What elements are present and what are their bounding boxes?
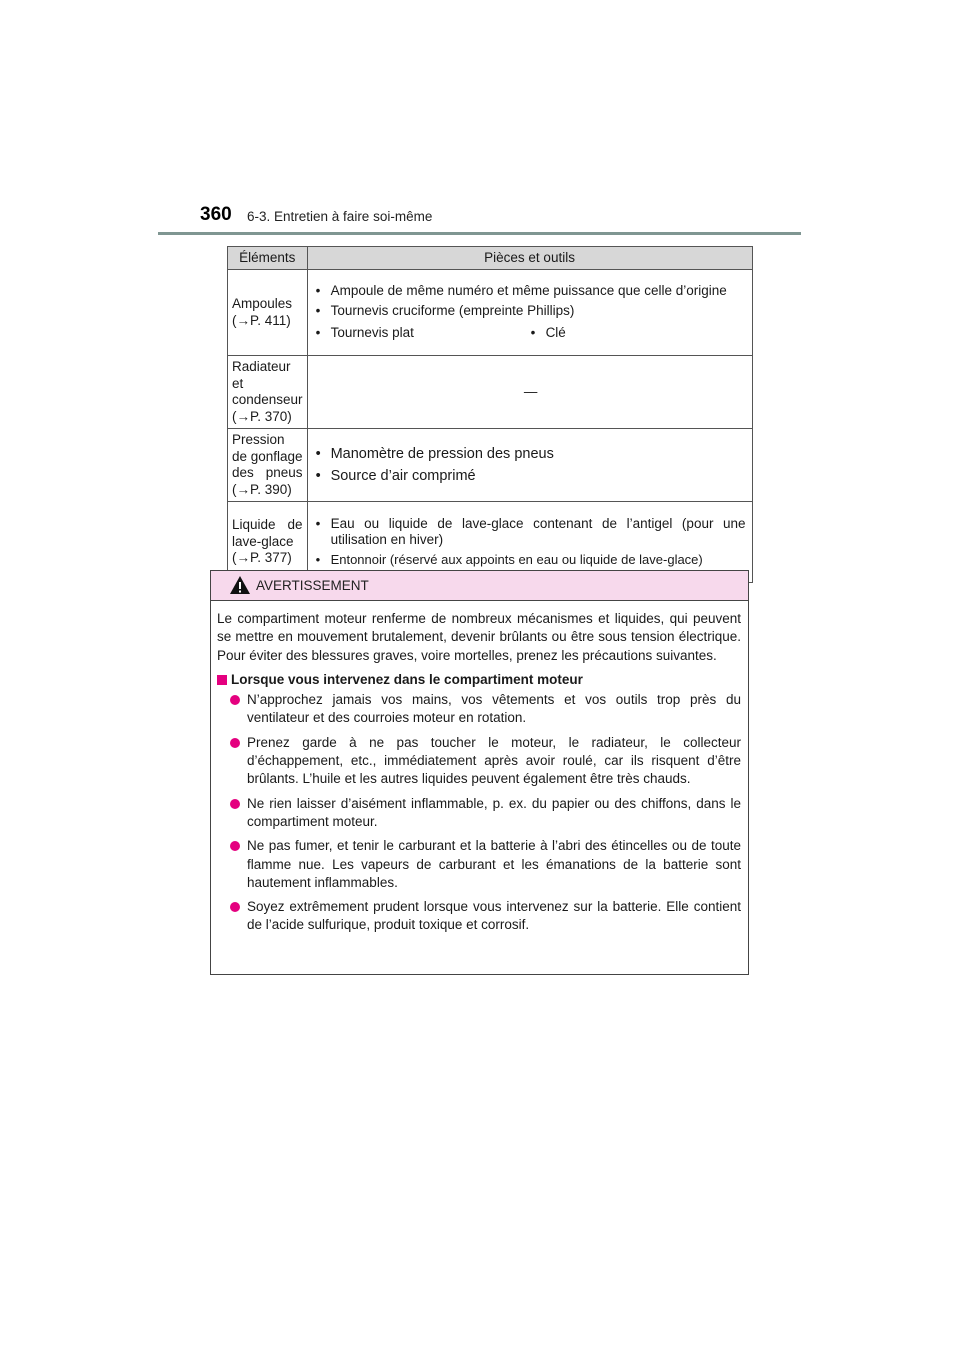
tool-item: • Tournevis cruciforme (empreinte Phillips)	[316, 303, 746, 320]
warning-item	[217, 837, 741, 892]
section-title: 6-3. Entretien à faire soi-même	[247, 209, 433, 224]
tool-item: • Ampoule de même numéro et même puissance que celle d’origine	[316, 283, 746, 300]
warning-body	[211, 601, 748, 935]
table-row	[228, 429, 753, 502]
tools-cell	[307, 270, 752, 356]
page-number: 360	[200, 204, 232, 225]
element-cell: Liquide de lave-glace (→P. 377)	[228, 502, 308, 583]
warning-item-text: Soyez extrêmement prudent lorsque vous intervenez sur la batterie. Elle contient de l’acide sulfurique, produit toxique et corrosif.	[247, 899, 741, 933]
warning-item-text: N’approchez jamais vos mains, vos vêtements et vos outils trop près du ventilateur et des courroies moteur en rotation.	[247, 692, 741, 726]
warning-item	[217, 734, 741, 789]
table-row	[228, 356, 753, 429]
circle-bullet-icon	[230, 695, 240, 705]
header-rule	[158, 232, 801, 235]
circle-bullet-icon	[230, 902, 240, 912]
element-cell: Radiateur et condenseur (→P. 370)	[228, 356, 308, 429]
warning-title: AVERTISSEMENT	[256, 578, 369, 593]
circle-bullet-icon	[230, 799, 240, 809]
col-elements-header: Éléments	[228, 247, 308, 270]
element-cell: Pression de gonflage des pneus (→P. 390)	[228, 429, 308, 502]
tool-item: • Source d’air comprimé	[316, 468, 746, 485]
square-bullet-icon	[217, 675, 227, 685]
warning-item-text: Ne pas fumer, et tenir le carburant et la batterie à l’abri des étincelles ou de toute flamme nue. Les vapeurs de carburant et les émanations de la batterie sont hautement inflammables.	[247, 838, 741, 890]
tool-item: • Tournevis plat	[316, 325, 531, 342]
warning-item	[217, 898, 741, 935]
tool-item: • Entonnoir (réservé aux appoints en eau ou liquide de lave-glace)	[316, 552, 746, 569]
element-cell: Ampoules (→P. 411)	[228, 270, 308, 356]
parts-table	[227, 246, 753, 583]
tool-item: • Clé	[531, 325, 746, 342]
warning-intro: Le compartiment moteur renferme de nombreux mécanismes et liquides, qui peuvent se mettre en mouvement brutalement, devenir brûlants ou être sous tension électrique. Pour éviter des blessures graves, voire mortelles, prenez les précautions suivantes.	[217, 611, 741, 663]
tool-item: • Eau ou liquide de lave-glace contenant de l’antigel (pour une utilisation en hiver)	[316, 516, 746, 549]
tool-item: • Manomètre de pression des pneus	[316, 446, 746, 463]
warning-box	[210, 570, 749, 975]
warning-item	[217, 691, 741, 728]
warning-subheading	[217, 671, 741, 689]
table-row	[228, 270, 753, 356]
warning-triangle-icon	[229, 575, 251, 595]
table-header-row	[228, 247, 753, 270]
tools-cell	[307, 429, 752, 502]
tools-cell-empty: —	[307, 356, 752, 429]
warning-item-text: Ne rien laisser d’aisément inflammable, p. ex. du papier ou des chiffons, dans le compartiment moteur.	[247, 795, 741, 829]
circle-bullet-icon	[230, 738, 240, 748]
warning-subheading-text: Lorsque vous intervenez dans le compartiment moteur	[231, 671, 583, 687]
circle-bullet-icon	[230, 841, 240, 851]
warning-item	[217, 795, 741, 832]
warning-header	[211, 571, 748, 601]
col-tools-header: Pièces et outils	[307, 247, 752, 270]
warning-item-text: Prenez garde à ne pas toucher le moteur, le radiateur, le collecteur d’échappement, etc., immédiatement après avoir roulé, car ils risquent d’être brûlants. L’huile et les autres liquides peuvent également être très chauds.	[247, 734, 741, 787]
tool-pair	[316, 322, 746, 345]
